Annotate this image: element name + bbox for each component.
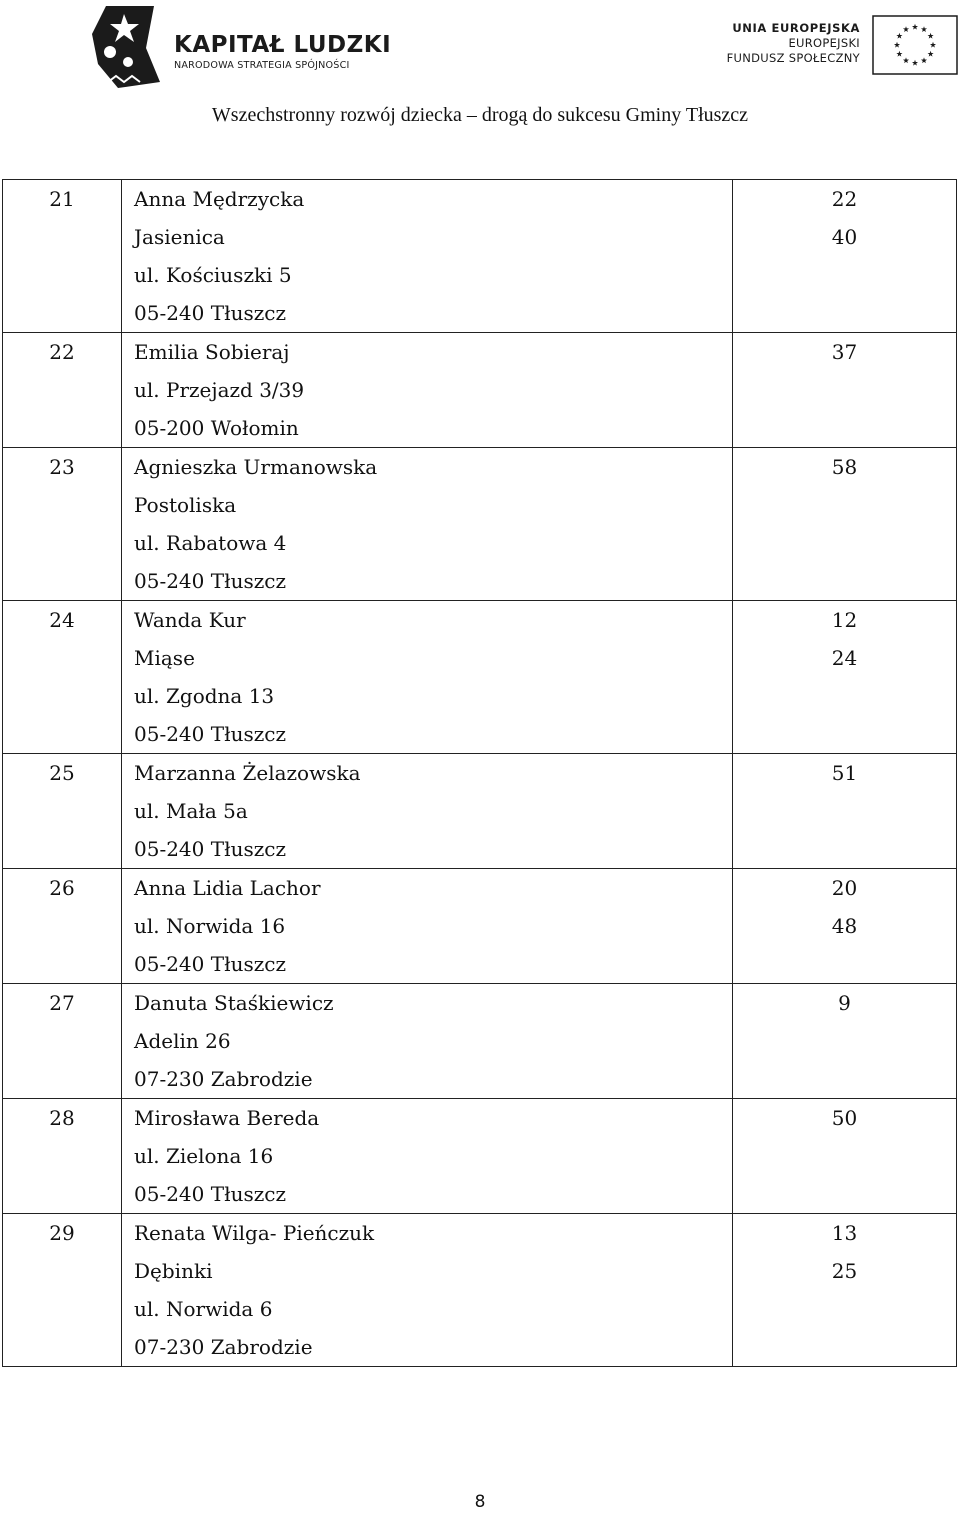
row-number: 21: [49, 187, 75, 211]
name-address-cell: [122, 333, 733, 448]
value-line: 25: [831, 1259, 858, 1283]
address-line: ul. Przejazd 3/39: [134, 378, 305, 402]
row-number: 24: [49, 608, 75, 632]
address-line: Emilia Sobieraj: [134, 340, 290, 364]
address-line: Jasienica: [134, 225, 225, 249]
address-line: ul. Zgodna 13: [134, 684, 275, 708]
name-address-cell: [122, 984, 733, 1099]
row-number-cell: [3, 1099, 122, 1214]
roster-table: [2, 179, 957, 1367]
project-subtitle: Wszechstronny rozwój dziecka – drogą do sukcesu Gminy Tłuszcz: [211, 104, 749, 126]
name-address-cell: [122, 754, 733, 869]
value-cell: [733, 333, 957, 448]
row-number-cell: [3, 180, 122, 333]
row-number: 25: [49, 761, 75, 785]
row-number: 29: [49, 1221, 75, 1245]
row-number-cell: [3, 869, 122, 984]
row-number: 27: [49, 991, 75, 1015]
kapital-ludzki-logo: [88, 4, 392, 90]
address-line: Wanda Kur: [134, 608, 246, 632]
address-line: ul. Mała 5a: [134, 799, 248, 823]
value-cell: [733, 754, 957, 869]
name-address-cell: [122, 448, 733, 601]
address-line: 07-230 Zabrodzie: [134, 1067, 313, 1091]
table-row: [3, 1099, 957, 1214]
address-line: 05-200 Wołomin: [134, 416, 299, 440]
address-line: Miąse: [134, 646, 195, 670]
eu-logo: [690, 14, 960, 78]
address-line: Postoliska: [134, 493, 237, 517]
table-row: [3, 984, 957, 1099]
address-line: Mirosława Bereda: [134, 1106, 320, 1130]
value-line: 24: [831, 646, 858, 670]
row-number: 28: [49, 1106, 75, 1130]
address-line: Renata Wilga- Pieńczuk: [134, 1221, 375, 1245]
value-cell: [733, 869, 957, 984]
address-line: Anna Lidia Lachor: [134, 876, 321, 900]
value-line: 9: [838, 991, 851, 1015]
name-address-cell: [122, 1099, 733, 1214]
table-row: [3, 180, 957, 333]
table-row: [3, 1214, 957, 1367]
value-cell: [733, 180, 957, 333]
value-cell: [733, 448, 957, 601]
address-line: 05-240 Tłuszcz: [134, 722, 286, 746]
table-row: [3, 754, 957, 869]
address-line: Dębinki: [134, 1259, 213, 1283]
address-line: 07-230 Zabrodzie: [134, 1335, 313, 1359]
eu-logo-line2: EUROPEJSKI: [788, 36, 860, 50]
table-row: [3, 448, 957, 601]
value-cell: [733, 984, 957, 1099]
row-number-cell: [3, 333, 122, 448]
address-line: Anna Mędrzycka: [134, 187, 305, 211]
table-row: [3, 869, 957, 984]
eu-logo-text: [727, 20, 860, 66]
row-number-cell: [3, 1214, 122, 1367]
address-line: 05-240 Tłuszcz: [134, 301, 286, 325]
address-line: Marzanna Żelazowska: [134, 761, 361, 785]
page-number: 8: [474, 1492, 486, 1512]
eu-logo-line3: FUNDUSZ SPOŁECZNY: [726, 51, 860, 65]
address-line: ul. Norwida 16: [134, 914, 286, 938]
table-row: [3, 333, 957, 448]
kapital-ludzki-title: KAPITAŁ LUDZKI: [174, 32, 392, 58]
value-line: 13: [831, 1221, 858, 1245]
table-row: [3, 601, 957, 754]
value-cell: [733, 601, 957, 754]
name-address-cell: [122, 1214, 733, 1367]
address-line: ul. Zielona 16: [134, 1144, 274, 1168]
kapital-ludzki-subtitle: NARODOWA STRATEGIA SPÓJNOŚCI: [174, 60, 350, 71]
value-cell: [733, 1099, 957, 1214]
value-line: 37: [831, 340, 858, 364]
address-line: Agnieszka Urmanowska: [134, 455, 378, 479]
row-number: 23: [49, 455, 75, 479]
address-line: 05-240 Tłuszcz: [134, 837, 286, 861]
value-line: 58: [831, 455, 858, 479]
kapital-ludzki-emblem-icon: [88, 4, 168, 90]
row-number: 22: [49, 340, 75, 364]
name-address-cell: [122, 869, 733, 984]
name-address-cell: [122, 601, 733, 754]
address-line: 05-240 Tłuszcz: [134, 569, 286, 593]
address-line: ul. Kościuszki 5: [134, 263, 292, 287]
row-number-cell: [3, 448, 122, 601]
value-cell: [733, 1214, 957, 1367]
value-line: 50: [831, 1106, 858, 1130]
value-line: 22: [831, 187, 858, 211]
row-number: 26: [49, 876, 75, 900]
address-line: 05-240 Tłuszcz: [134, 952, 286, 976]
address-line: 05-240 Tłuszcz: [134, 1182, 286, 1206]
address-line: ul. Norwida 6: [134, 1297, 273, 1321]
name-address-cell: [122, 180, 733, 333]
row-number-cell: [3, 754, 122, 869]
row-number-cell: [3, 984, 122, 1099]
value-line: 12: [831, 608, 858, 632]
address-line: Adelin 26: [134, 1029, 231, 1053]
row-number-cell: [3, 601, 122, 754]
value-line: 40: [831, 225, 858, 249]
address-line: ul. Rabatowa 4: [134, 531, 287, 555]
address-line: Danuta Staśkiewicz: [134, 991, 334, 1015]
eu-logo-line1: UNIA EUROPEJSKA: [732, 21, 860, 35]
value-line: 48: [831, 914, 858, 938]
eu-flag-icon: [872, 15, 958, 75]
value-line: 51: [831, 761, 858, 785]
value-line: 20: [831, 876, 858, 900]
